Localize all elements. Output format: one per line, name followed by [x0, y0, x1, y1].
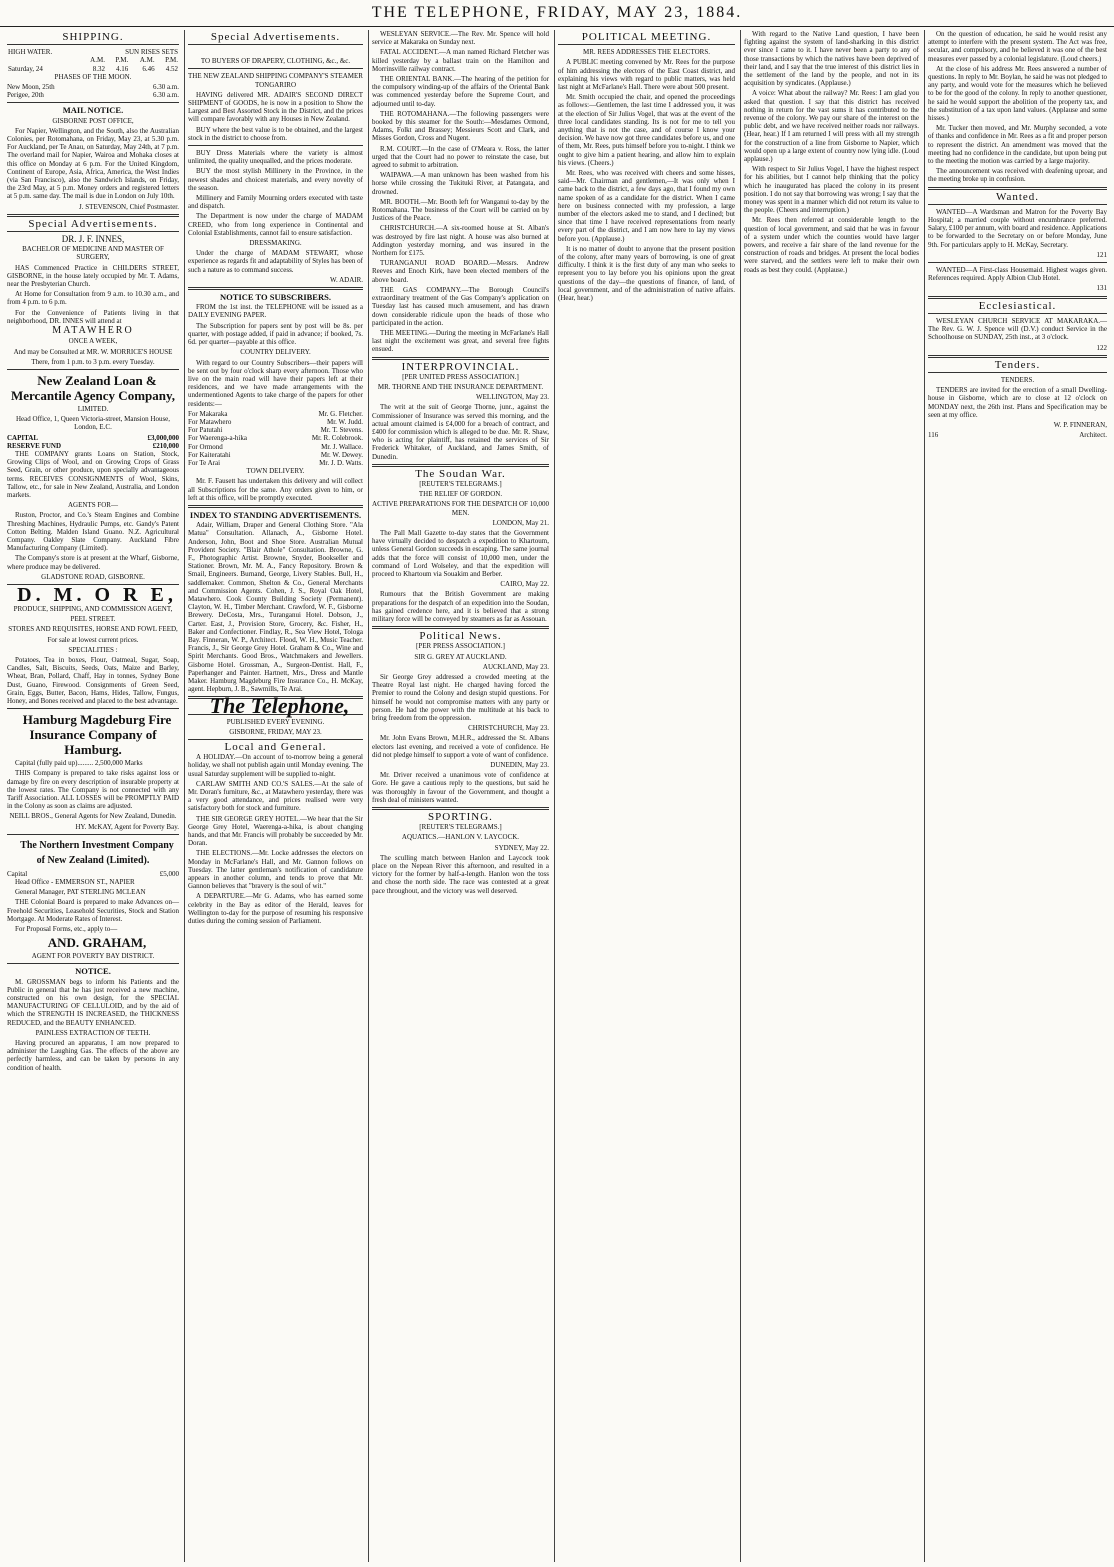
mail-office: GISBORNE POST OFFICE, [52, 116, 134, 125]
drapery-millinery: BUY the most stylish Millinery in the Province, in the newest shades and choicest materials, and every novelty of the season. [188, 167, 363, 192]
political-subtitle: SIR G. GREY AT AUCKLAND. [414, 652, 507, 661]
subscribers-rates: The Subscription for papers sent by post will be 8s. per quarter, with postage added, if paid in advance; if booked, 7s. 6d. per quarter—payable at this office. [188, 321, 363, 347]
northern-body: THE Colonial Board is prepared to make Advances on— Freehold Securities, Leasehold Securities, Stock and Station Mortgage. At Moderate Rates of Interest. [7, 898, 179, 923]
hamburg-agents: NEILL BROS., General Agents for New Zealand, Dunedin. [9, 812, 177, 821]
political-dunedin: Mr. Driver received a unanimous vote of confidence at Gore. He gave a cautious reply to the questions, but said he was thoroughly in favour of the Government, and thought a fresh deal of ministers wanted. [372, 771, 549, 804]
tide-table [7, 48, 179, 73]
meeting-paragraph: A voice: What about the railway? Mr. Rees: I am glad you asked that question. I say that this district has received nothing in return for the vast sums it has contributed to the revenue of the colony. We pay our share of the interest on the public debt, and we have received neither roads nor railways. (Hear, hear.) If I am returned I will press with all my strength for the construction of a line from Gisborne to Napier, which would open up a large extent of country now lying idle. (Loud applause.) [744, 89, 919, 164]
northern-capital-label: Capital [7, 869, 28, 878]
hamburg-capital: Capital (fully paid up)......... 2,500,000 Marks [15, 759, 143, 768]
meeting-paragraph: Mr. Rees, who was received with cheers and some hisses, said—Mr. Chairman and gentlemen,—It was only when I came back to the district, a few days ago, that I found my own name spoken of as a candidate for the district. When I came here on business connected with my profession, a large number of the electors asked me to stand, and I declined; but since that time I have received representations from nearly every part of the district, and I am now here to lay my views before you. (Applause.) [558, 169, 735, 243]
meeting-subtitle: MR. REES ADDRESSES THE ELECTORS. [583, 48, 710, 57]
agent-name: Mr. T. Stevens. [320, 426, 363, 435]
drapery-shipping: THE NEW ZEALAND SHIPPING COMPANY'S STEAMER TONGARIRO [188, 72, 363, 89]
innes-also: For the Convenience of Patients living in that neighborhood, DR. INNES will attend at [7, 308, 179, 325]
grossman-extraction-body: Having procured an apparatus, I am now prepared to administer the Laughing Gas. The effects of the above are perfectly harmless, and can be taken by persons in any condition of health. [7, 1039, 179, 1072]
meeting-paragraph: The announcement was received with deafening uproar, and the meeting broke up in confusion. [928, 167, 1107, 184]
nzloan-agents: Ruston, Proctor, and Co.'s Steam Engines and Combine Threshing Machines, Hydraulic Pumps, etc. Gandy's Patent Cotton Belting. Malden Island Guano. N.Z. Agricultural Company. Oakley Slate Company. Auckland Fibre Manufacturing Company (Limited). [7, 511, 179, 553]
local-item: THE SIR GEORGE GREY HOTEL.—We hear that the Sir George Grey Hotel, Waerenga-a-hika, is about changing hands, and that Mr. Francis will probably be succeeded by Mr. Doran. [188, 814, 363, 848]
northern-head: Head Office - EMMERSON ST., NAPIER [15, 878, 135, 887]
town-heading: TOWN DELIVERY. [246, 467, 305, 476]
agent-place: For Patutahi [188, 426, 223, 435]
news-item: WAIPAWA.—A man unknown has been washed from his horse while crossing the Tukituki River, at Patangata, and drowned. [372, 171, 549, 196]
news-item: THE GAS COMPANY.—The Borough Council's extraordinary treatment of the Gas Company's application on Tuesday last has caused much amusement, and has drawn down considerable ridicule upon the heads of those who participated in the action. [372, 285, 549, 327]
sporting-assoc: [REUTER'S TELEGRAMS.] [419, 823, 502, 832]
drapery-family: Millinery and Family Mourning orders executed with taste and dispatch. [188, 194, 363, 211]
meeting-paragraph: Mr. Tucker then moved, and Mr. Murphy seconded, a vote of thanks and confidence in Mr. Rees as a fit and proper person to represent the district. An amendment was moved that the meeting had no confidence in the candidate, but upon being put to the meeting the motion was carried by a large majority. [928, 124, 1107, 166]
reserve-value: £210,000 [152, 441, 179, 450]
tide-col: P.M. [165, 56, 178, 65]
meeting-paragraph: At the close of his address Mr. Rees answered a number of questions. In reply to Mr. Boylan, he said he was not pledged to any party, and would vote for the measures which he believed to be for the good of the colony. In reply to another questioner, he said he would support the abolition of the property tax, and the substitution of a tax upon land values. (Applause and some hisses.) [928, 64, 1107, 123]
hamburg-title: Hamburg Magdeburg Fire Insurance Company of Hamburg. [22, 712, 172, 758]
interprovincial-dateline: WELLINGTON, May 23. [476, 393, 549, 402]
wanted-num: 121 [1096, 250, 1107, 259]
soudan-subtitle: THE RELIEF OF GORDON. [418, 490, 503, 499]
innes-title: BACHELOR OF MEDICINE AND MASTER OF SURGERY, [22, 245, 164, 262]
drapery-dressmaking: DRESSMAKING. [249, 239, 302, 248]
special-ads-heading-2: Special Advertisements. [210, 31, 341, 43]
sporting-body: The sculling match between Hanlon and Laycock took place on the Nepean River this afternoon, and resulted in a victory for the former by half-a-length. Hanlon won the toss and chose the north side. The race was contested at a great pace throughout, and the victory was well deserved. [372, 853, 549, 895]
dmore-specialities: SPECIALITIES : [68, 645, 118, 654]
interprovincial-assoc: [PER UNITED PRESS ASSOCIATION.] [402, 372, 519, 381]
sporting-subtitle: AQUATICS.—HANLON V. LAYCOCK. [401, 833, 520, 842]
soudan-heading: The Soudan War. [415, 467, 506, 480]
meeting-paragraph: With regard to the Native Land question, I have been fighting against the system of land-sharking in this district ever since I came to it. I have never been a party to any of those transactions by which the natives have been deprived of their land, and I say that the true interest of this district lies in the settlement of the land by the people, and not in its acquisition by syndicates. (Applause.) [744, 30, 919, 88]
agent-name: Mr. W. Judd. [327, 417, 363, 426]
agent-place: For Kaiteratahi [188, 450, 231, 459]
tide-col: P.M. [115, 56, 129, 65]
northern-title: The Northern Investment Company of New Zealand (Limited). [20, 839, 174, 866]
drapery-signature: W. ADAIR. [330, 275, 363, 284]
moon-label: New Moon, 25th [7, 83, 55, 92]
meeting-paragraph: With respect to Sir Julius Vogel, I have the highest respect for his abilities, but I cannot help thinking that the policy which he inaugurated has placed the colony in its present position. I do not say that borrowing was wrong; I say that the money was spent in a manner which did not return its value to the people. (Cheers and interruption.) [744, 165, 919, 215]
innes-place: MATAWHERO [52, 325, 134, 337]
local-item: THE ELECTIONS.—Mr. Locke addresses the electors on Monday in McFarlane's Hall, and Mr. Gannon follows on Tuesday. The latter gentleman's notification of candidature appears in another column, and tends to prove that Mr. Gannon believes that "bravery is the soul of wit." [188, 849, 363, 891]
town-body: Mr. F. Fausett has undertaken this delivery and will collect all Subscriptions for the same. Any orders given to him, or left at this office, will be promptly executed. [188, 477, 363, 502]
tide-col: A.M. [139, 56, 155, 65]
interprovincial-subtitle: MR. THORNE AND THE INSURANCE DEPARTMENT. [377, 382, 544, 391]
meeting-paragraph: Mr. Rees then referred at considerable length to the question of local government, and said that he was in favour of a system under which the counties would have larger powers, and receive a fair share of the land revenue for the construction of roads and bridges. At present the local bodies were starved, and the settlers were left to make their own roads as best they could. (Applause.) [744, 216, 919, 274]
agent-name: Mr. J. D. Watts. [319, 458, 363, 467]
drapery-dress-body: Under the charge of MADAM STEWART, whose experience as regards fit and adaptability of Styles has been of such a nature as to command success. [188, 249, 363, 274]
meeting-heading: POLITICAL MEETING. [581, 31, 712, 43]
tenders-heading: Tenders. [994, 358, 1041, 371]
dmore-stores: STORES AND REQUISITES, HORSE AND FOWL FEED, [8, 625, 178, 634]
news-item: R.M. COURT.—In the case of O'Meara v. Ross, the latter urged that the Court had no power to reinstate the case, but agreed to submit to arbitration. [372, 144, 549, 170]
mail-text: For Napier, Wellington, and the South, also the Australian Colonies, per Rotomahana, on Friday, May 23, at 5.30 p.m. For Auckland, per Te Anau, on Saturday, May 24th, at 7 p.m. The overland mail for Napier, Wairoa and Mohaka closes at this office on Monday at 6 p.m. For the United Kingdom, Continent of Europe, Asia, Africa, America, the West Indies (via San Francisco), also the Sandwich Islands, on Friday, the 23rd May, at 5 p.m. Money orders and registered letters at 5 p.m. same day. The mail is due in London on July 10th. [7, 126, 179, 201]
ecclesiastical-body: WESLEYAN CHURCH SERVICE AT MAKARAKA.—The Rev. G. W. J. Spence will (D.V.) conduct Service in the Schoolhouse on SUNDAY, 25th inst., at 3 o'clock. [928, 316, 1107, 342]
nzloan-store: The Company's store is at present at the Wharf, Gisborne, where produce may be delivered. [7, 554, 179, 571]
sporting-dateline: SYDNEY, May 22. [494, 843, 549, 852]
hamburg-body: THIS Company is prepared to take risks against loss or damage by fire on every description of insurable property at the lowest rates. The Company is not connected with any Tariff Association. ALL LOSSES will be PROMPTLY PAID in the Colony as soon as claims are adjusted. [7, 769, 179, 811]
moon-label: Perigee, 20th [7, 91, 44, 100]
paper-title: The Telephone, [209, 693, 350, 719]
soudan-assoc: [REUTER'S TELEGRAMS.] [419, 479, 502, 488]
index-entries: Adair, William, Draper and General Clothing Store. "Ala Matua" Consultation. Allanach, A., Gisborne Hotel. Anderson, John, Boot and Shoe Store. Australian Mutual Provident Society. "Blair Athole" Consultation. Browne, G. F., Photographic Artist. Browne, Snyder, Bookseller and Stationer. Brown, Mr. M. A., Fancy Repository. Brown & Smail, Engineers. Burnand, George, Livery Stables. Bull, H., saddlemaker. Common, Shelton & Co., General Merchants and Commission Agents. Cohen, J. S., Royal Oak Hotel, Matawhero. Cook County Building Society (Permanent). Clayton, W. H., Timber Merchant. Crawford, W. F., Gisborne Brewery. DeCosta, Mrs., Turanganui Hotel. Dobson, J., Carter. East, J., Provision Store, Grocery, &c. Fisher, H., Baker and Confectioner. Findlay, R., Sea View Hotel, Tologa Bay. Finneran, W. P., Architect. Flood, W. H., Music Teacher. Francis, J., Sir George Grey Hotel. Graham & Co., Wine and Spirit Merchants. Good Bros., Watchmakers and Jewellers. Gisborne Hotel. Grossman, A., Surgeon-Dentist. Hall, F., Paperhanger and Painter. Hartnett, Mrs., Dress and Mantle Maker. Hamburg Magdeburg Fire Insurance Co., H. McKay, agent. Hepburn, J. B., Sawmills, Te Arai. [188, 521, 363, 694]
northern-proposal: For Proposal Forms, etc., apply to— [15, 925, 118, 934]
capital-label: CAPITAL [7, 433, 38, 442]
country-heading: COUNTRY DELIVERY. [240, 348, 311, 357]
drapery-dress: BUY Dress Materials where the variety is almost unlimited, the quality unequalled, and the prices moderate. [188, 149, 363, 166]
agent-name: Mr. W. Dewey. [320, 450, 363, 459]
soudan-body: The Pall Mall Gazette to-day states that the Government have virtually decided to despatch a expedition to Khartoum, unless General Gordon succeeds in escaping. The same journal adds that the force will consist of 10,000 men, under the command of Lord Wolseley, and that the expedition will proceed to Khartoum via Souakim and Berber. [372, 528, 549, 578]
news-item: THE ROTOMAHANA.—The following passengers were booked by this steamer for the South:—Mesdames Ormond, Adams, Folkt and Brassey; Messieurs Scott and Clark, and Misses Gordon, Cross and Nugent. [372, 109, 549, 143]
subscribers-title: NOTICE TO SUBSCRIBERS. [220, 292, 331, 303]
interprovincial-body: The writ at the suit of George Thorne, junr., against the Commissioner of Insurance was served this morning, and the actual amount claimed is £4,000 for a breach of contract, and £400 for commission which is alleged to be due. Mr. R. Shaw, who is acting for plaintiff, has retained the services of Sir Frederick Whitaker, of Auckland, and James Smith, of Dunedin. [372, 403, 549, 461]
agent-place: For Te Arai [188, 458, 221, 467]
innes-hours: At Home for Consultation from 9 a.m. to 10.30 a.m., and from 4 p.m. to 6 p.m. [7, 290, 179, 307]
column-6 [924, 30, 1110, 1562]
tide-col: A.M. [90, 56, 105, 65]
reserve-label: RESERVE FUND [7, 441, 62, 450]
agent-name: Mr. G. Fletcher. [318, 409, 363, 418]
column-1 [4, 30, 182, 1562]
tenders-num: 116 [928, 431, 939, 440]
wanted-item: WANTED—A Wardsman and Matron for the Poverty Bay Hospital; a married couple without encumbrance preferred. Salary, £100 per annum, with board and residence. Applications to be forwarded to the Secretary on or before Monday, June 9th. For particulars apply to H. McKay, Secretary. [928, 207, 1107, 249]
grossman-extraction: PAINLESS EXTRACTION OF TEETH. [35, 1028, 151, 1037]
agent-place: For Waerenga-a-hika [188, 434, 247, 443]
shipping-heading: SHIPPING. [62, 31, 124, 43]
tide-value: 4.16 [116, 64, 129, 73]
ecclesiastical-num: 122 [1096, 343, 1107, 352]
political-christchurch: Mr. John Evans Brown, M.H.R., addressed the St. Albans electors last evening, and received a vote of confidence. He did not pledge himself to support a vote of want of confidence. [372, 734, 549, 759]
agent-name: Mr. J. Wallace. [321, 442, 363, 451]
news-item: CHRISTCHURCH.—A six-roomed house at St. Alban's was destroyed by fire last night. A house was also burned at Addington yesterday morning, and was insured in the Northern for £175. [372, 224, 549, 258]
sporting-heading: SPORTING. [428, 811, 493, 824]
tide-value: 8.32 [92, 64, 105, 73]
innes-where: And may be Consulted at MR. W. MORRICE'S HOUSE [13, 347, 173, 356]
index-title: INDEX TO STANDING ADVERTISEMENTS. [189, 509, 362, 520]
dmore-list: Potatoes, Tea in boxes, Flour, Oatmeal, Sugar, Soap, Candles, Salt, Biscuits, Seeds, Oats, Maize and Barley, Wheat, Bran, Pollard, Chaff, Hay in tonnes, Sydney Bone Dust, Guano, Firewood. Consignments of Green Seed, Grain, Eggs, Butter, Bacon, Hams, Hides, Tallow, Fungus, Honey, and Bones received and placed to the best advantage. [7, 655, 179, 705]
innes-time: There, from 1 p.m. to 3 p.m. every Tuesday. [31, 357, 155, 366]
meeting-paragraph: Mr. Smith occupied the chair, and opened the proceedings as follows:—Gentlemen, the last time I addressed you, it was at the election of Sir Julius Vogel, that was at the event of the three local candidates standing. Its is not for me to tell you anything that is not the case, and of course I know your decision. We have now got three candidates before us, and one of them, Mr. Rees, puts himself before you to-night. I think we ought to give him a patient hearing, and allow him to explain his views. (Cheers.) [558, 93, 735, 167]
drapery-dept: The Department is now under the charge of MADAM CREED, who from long experience in Continental and Colonial Establishments, cannot fail to ensure satisfaction. [188, 212, 363, 237]
news-item: MR. BOOTH.—Mr. Booth left for Wanganui to-day by the Rotomahana. The business of the Court will be carried on by Justices of the Peace. [372, 197, 549, 223]
paper-published: PUBLISHED EVERY EVENING. [226, 717, 325, 726]
nzloan-limited: LIMITED. [77, 404, 109, 413]
interprovincial-heading: INTERPROVINCIAL. [401, 360, 520, 373]
political-assoc: [PER PRESS ASSOCIATION.] [416, 642, 505, 651]
local-heading: Local and General. [224, 741, 327, 754]
news-item: WESLEYAN SERVICE.—The Rev. Mr. Spence will hold service at Makaraka on Sunday next. [372, 30, 549, 47]
political-christchurch-dateline: CHRISTCHURCH, May 23. [468, 724, 549, 733]
news-item: FATAL ACCIDENT.—A man named Richard Fletcher was killed yesterday by a ballast train on the Hamilton and Morrinsville railway contract. [372, 48, 549, 73]
soudan-cairo-body: Rumours that the British Government are making preparations for the despatch of an expedition into the Soudan, has gained credence here, and it is believed that a strong military force will be conveyed by steamers as far as Assouan. [372, 590, 549, 623]
nzloan-agents-title: AGENTS FOR— [68, 501, 118, 510]
drapery-body: HAVING delivered MR. ADAIR'S SECOND DIRECT SHIPMENT of GOODS, he is now in a position to Show the Largest and Best Assorted Stock in the District, and the prices will compare favorably with any Houses in New Zealand. [188, 90, 363, 124]
innes-name: DR. J. F. INNES, [61, 234, 125, 245]
local-item: A DEPARTURE.—Mr G. Adams, who has earned some celebrity in the Bay as editor of the Herald, leaves for Wellington to-day for the purpose of resuming his responsive duties during the coming session of Parliament. [188, 892, 363, 926]
hamburg-local: HY. McKAY, Agent for Poverty Bay. [75, 822, 179, 831]
sun-header: SUN RISES SETS [125, 48, 178, 57]
soudan-dateline: LONDON, May 21. [492, 518, 549, 527]
mail-heading: MAIL NOTICE. [62, 105, 124, 116]
wanted-heading: Wanted. [995, 190, 1040, 203]
moon-header: PHASES OF THE MOON. [54, 72, 132, 81]
moon-value: 6.30 a.m. [152, 83, 179, 92]
tide-day: Saturday, 24 [8, 64, 43, 73]
tenders-role: Architect. [1079, 431, 1107, 440]
soudan-cairo-dateline: CAIRO, May 22. [500, 580, 549, 589]
meeting-paragraph: A PUBLIC meeting convened by Mr. Rees for the purpose of him addressing the electors of the East Coast district, and explaining his views with regard to public matters, was held last night at McFarlane's Hall. There were about 500 present. [558, 58, 735, 92]
northern-manager: General Manager, PAT STERLING MCLEAN [15, 888, 146, 897]
innes-body: HAS Commenced Practice in CHILDERS STREET, GISBORNE, in the house lately occupied by Mr. T. Adams, near the Presbyterian Church. [7, 263, 179, 289]
drapery-heading: TO BUYERS OF DRAPERY, CLOTHING, &c., &c. [200, 57, 351, 66]
dmore-title: D. M. O R E, [17, 583, 177, 606]
paper-dateline: GISBORNE, FRIDAY, MAY 23. [229, 727, 322, 736]
masthead: THE TELEPHONE, FRIDAY, MAY 23, 1884. [0, 0, 1114, 27]
tenders-signature: W. P. FINNERAN, [1053, 420, 1107, 429]
dmore-sale: For sale at lowest current prices. [47, 635, 139, 644]
nzloan-title: New Zealand Loan & Mercantile Agency Company, [10, 372, 176, 403]
nzloan-body: THE COMPANY grants Loans on Station, Stock, Growing Clips of Wool, and on Growing Crops of Grass Seed, Grain, or other produce, upon specially advantageous terms. RECEIVES CONSIGNMENTS of Wool, Skins, Tallow, etc., for sale in New Zealand, Australia, and London markets. [7, 449, 179, 499]
agent-place: For Matawhero [188, 417, 232, 426]
column-5 [740, 30, 922, 1562]
northern-capital: £5,000 [159, 869, 179, 878]
dmore-street: PEEL STREET. [70, 615, 116, 624]
capital-value: £3,000,000 [147, 433, 179, 442]
special-ads-heading: Special Advertisements. [28, 217, 158, 230]
tide-value: 6.46 [142, 64, 155, 73]
political-body: Sir George Grey addressed a crowded meeting at the Theatre Royal last night. He charged having forced the Premier to round the Colony and design stupid questions. For himself he would not compromise matters with any party or person. He had the power with the multitude at his back to bring freedom from the oppression. [372, 673, 549, 723]
drapery-buy: BUY where the best value is to be obtained, and the largest stock in the district to choose from. [188, 125, 363, 142]
grossman-title: NOTICE. [75, 966, 111, 977]
ecclesiastical-heading: Ecclesiastical. [978, 299, 1057, 312]
dmore-subtitle: PRODUCE, SHIPPING, AND COMMISSION AGENT, [13, 604, 173, 613]
nzloan-footer: GLADSTONE ROAD, GISBORNE. [41, 572, 145, 581]
tide-header: HIGH WATER. [8, 48, 53, 57]
column-2 [184, 30, 366, 1562]
northern-agent: AND. GRAHAM, [47, 935, 147, 951]
nzloan-office: Head Office, 1, Queen Victoria-street, Mansion House, London, E.C. [15, 415, 171, 432]
country-body: With regard to our Country Subscribers—their papers will be sent out by four o'clock sharp every afternoon. Those who live on the main road will have their papers left at their residences, and we have made arrangements with the undermentioned Agents to take charge of the papers for other residents:— [188, 358, 363, 408]
meeting-paragraph: On the question of education, he said he would resist any attempt to interfere with the present system. The Act was free, secular, and compulsory, and he believed it was one of the best measures ever passed by a colonial legislature. (Loud cheers.) [928, 30, 1107, 63]
local-item: CARLAW SMITH AND CO.'S SALES.—At the sale of Mr. Doran's furniture, &c., at Matawhero yesterday, there was a very good attendance, and prices realised were very satisfactory both for stock and furniture. [188, 779, 363, 813]
subscribers-body: FROM the 1st inst. the TELEPHONE will be issued as a DAILY EVENING PAPER. [188, 303, 363, 320]
agent-place: For Makaraka [188, 409, 228, 418]
innes-once: ONCE A WEEK, [68, 337, 118, 346]
wanted-num: 131 [1096, 284, 1107, 293]
agent-place: For Ormond [188, 442, 223, 451]
column-3 [368, 30, 552, 1562]
political-dateline: AUCKLAND, May 23. [482, 662, 549, 671]
agent-name: Mr. R. Colebrook. [311, 434, 363, 443]
mail-signature: J. STEVENSON, Chief Postmaster. [79, 202, 179, 211]
news-item: TURANGANUI ROAD BOARD.—Messrs. Andrew Reeves and Enoch Kirk, have been elected members of the above board. [372, 259, 549, 284]
tenders-subtitle: TENDERS. [1000, 375, 1035, 384]
news-item: THE ORIENTAL BANK.—The hearing of the petition for the compulsory winding-up of the affairs of the Oriental Bank was commenced yesterday before the Supreme Court, and adjourned until to-day. [372, 75, 549, 108]
tide-value: 4.52 [165, 64, 178, 73]
news-item: THE MEETING.—During the meeting in McFarlane's Hall last night the excitement was great, and several free fights ensued. [372, 328, 549, 354]
northern-district: AGENT FOR POVERTY BAY DISTRICT. [31, 952, 155, 961]
grossman-body: M. GROSSMAN begs to inform his Patients and the Public in general that he has just received a new machine, constructed on his own design, for the SPECIAL MANUFACTURING OF CELLULOID, and by the aid of which the STRENGTH IS INCREASED, the THICKNESS REDUCED, and the BEAUTY ENHANCED. [7, 977, 179, 1027]
meeting-paragraph: It is no matter of doubt to anyone that the present position of the colony, after many years of borrowing, is one of great difficulty. I think it is the first duty of any man who seeks to represent you to lay before you his opinions upon the great questions of the day—the questions of finance, of land, of local government, and of the administration of native affairs. (Hear, hear.) [558, 244, 735, 303]
political-news-heading: Political News. [419, 630, 502, 643]
political-dunedin-dateline: DUNEDIN, May 23. [490, 761, 549, 770]
wanted-item: WANTED—A First-class Housemaid. Highest wages given. References required. Apply Albion Club Hotel. [928, 266, 1107, 283]
moon-value: 6.30 a.m. [152, 91, 179, 100]
local-item: A HOLIDAY.—On account of to-morrow being a general holiday, we shall not publish again until Monday evening. The usual Saturday supplement will be supplied to-night. [188, 753, 363, 778]
column-4 [554, 30, 738, 1562]
soudan-sub2: ACTIVE PREPARATIONS FOR THE DESPATCH OF 10,000 MEN. [372, 500, 549, 517]
tenders-body: TENDERS are invited for the erection of a small Dwelling-house in Gisborne, which are to close at 12 o'clock on MONDAY next, the 26th inst. Plans and Specification may be seen at my office. [928, 386, 1107, 419]
